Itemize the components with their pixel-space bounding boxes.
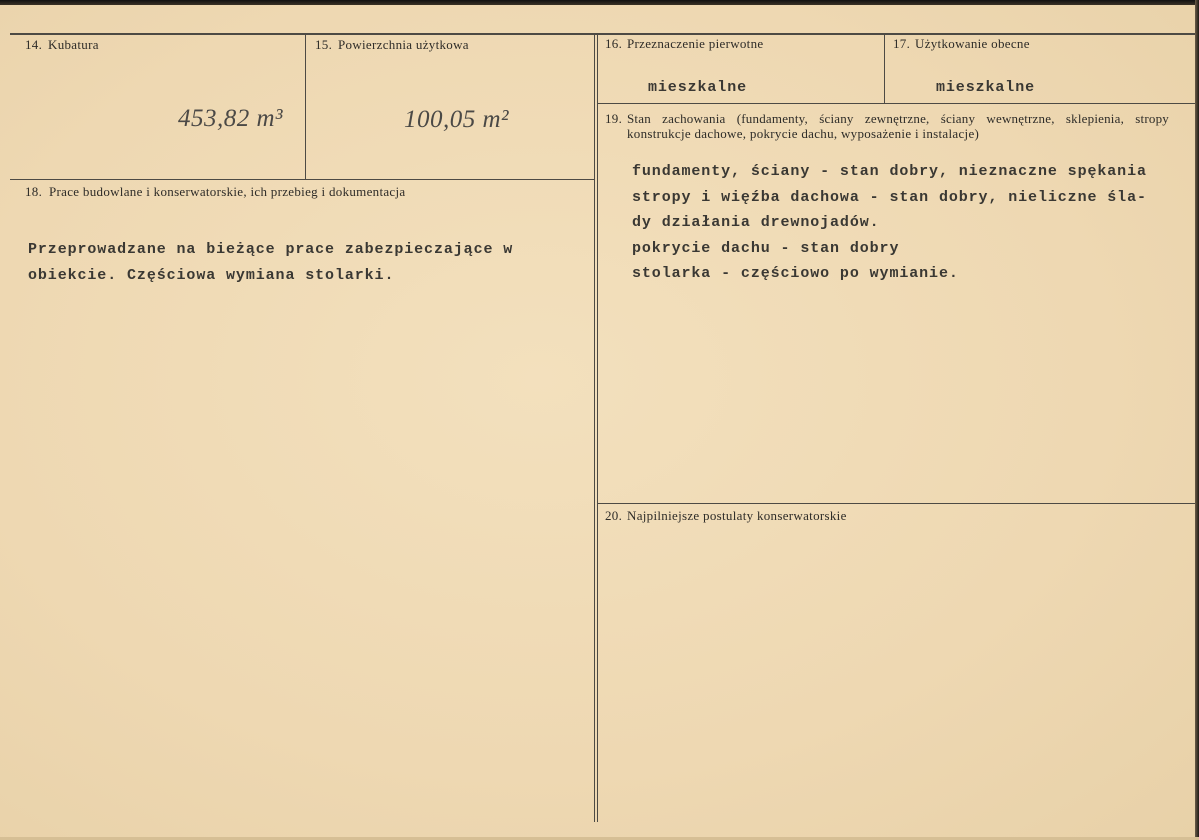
field-19-label-line-1: Stan zachowania (fundamenty, ściany zewnętrzne, ściany wewnętrzne, sklepienia, stropy	[627, 111, 1169, 126]
field-19-line: fundamenty, ściany - stan dobry, nieznaczne spękania	[632, 163, 1147, 180]
rule-center-right	[597, 34, 598, 822]
field-15-label: Powierzchnia użytkowa	[338, 37, 469, 52]
rule-above-19	[598, 103, 1195, 104]
field-19-number: 19.	[605, 111, 623, 126]
field-18-line: obiekcie. Częściowa wymiana stolarki.	[28, 266, 395, 284]
field-18-label: Prace budowlane i konserwatorskie, ich przebieg i dokumentacja	[49, 184, 406, 199]
field-17-typed-value: mieszkalne	[936, 79, 1036, 96]
field-18-typed-text	[28, 237, 513, 288]
field-19-label-line-2: konstrukcje dachowe, pokrycie dachu, wyposażenie i instalacje)	[627, 126, 980, 141]
field-14-label: Kubatura	[48, 37, 99, 52]
rule-between-14-15	[305, 35, 306, 180]
field-17-number: 17.	[893, 36, 911, 51]
field-18-line: Przeprowadzane na bieżące prace zabezpieczające w	[28, 241, 514, 258]
field-20-number: 20.	[605, 508, 623, 523]
field-19-line: stolarka - częściowo po wymianie.	[632, 265, 959, 282]
field-16-number: 16.	[605, 36, 623, 51]
scan-edge-top	[0, 0, 1199, 5]
rule-above-18	[10, 179, 594, 180]
field-14-number: 14.	[25, 37, 43, 52]
rule-between-16-17	[884, 35, 885, 103]
field-17-label: Użytkowanie obecne	[915, 36, 1030, 51]
field-19-line: stropy i więźba dachowa - stan dobry, nieliczne śla-	[632, 188, 1147, 206]
field-14-handwritten-value: 453,82 m³	[178, 105, 284, 132]
field-19-typed-text	[632, 159, 1147, 287]
field-16-typed-value: mieszkalne	[648, 79, 748, 96]
field-15-number: 15.	[315, 37, 333, 52]
scan-edge-right	[1195, 0, 1199, 840]
rule-top	[10, 33, 1195, 35]
field-20-label: Najpilniejsze postulaty konserwatorskie	[627, 508, 847, 523]
rule-center-left	[594, 34, 595, 822]
field-16-label: Przeznaczenie pierwotne	[627, 36, 764, 51]
field-19-line: dy działania drewnojadów.	[632, 214, 880, 231]
rule-above-20	[598, 503, 1195, 504]
field-19-line: pokrycie dachu - stan dobry	[632, 239, 900, 257]
field-15-handwritten-value: 100,05 m²	[404, 106, 510, 133]
field-18-number: 18.	[25, 184, 43, 199]
